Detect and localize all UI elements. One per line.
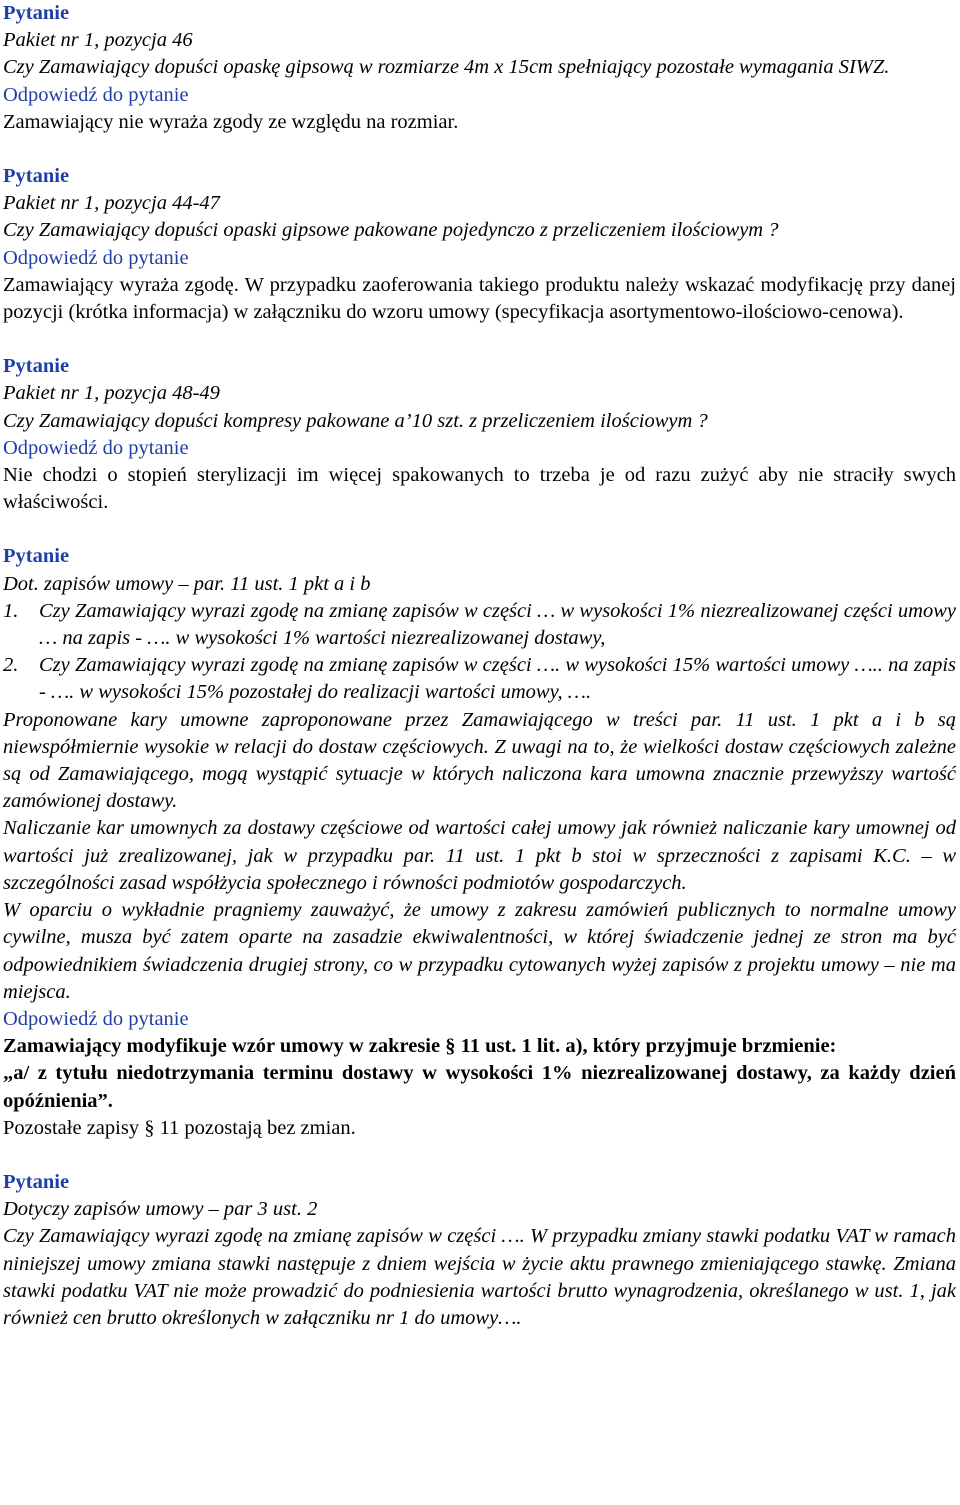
answer-text: Zamawiający nie wyraża zgody ze względu na rozmiar. [3,110,459,133]
numbered-item-1 [3,598,956,652]
answer-text: Pozostałe zapisy § 11 pozostają bez zmian. [3,1116,356,1139]
question-heading: Pytanie [3,545,70,568]
question-block-1 [3,0,956,136]
item-text: Czy Zamawiający wyrazi zgodę na zmianę zapisów w części … w wysokości 1% niezrealizowanej części umowy … na zapis - …. w wysokości 1% wartości niezrealizowanej dostawy, [39,599,956,650]
answer-heading: Odpowiedź do pytanie [3,436,189,459]
question-reference: Dot. zapisów umowy – par. 11 ust. 1 pkt a i b [3,572,371,595]
question-block-5 [3,1169,956,1332]
item-number: 2. [3,654,19,677]
question-reference: Pakiet nr 1, pozycja 48-49 [3,382,220,405]
question-heading: Pytanie [3,355,70,378]
question-text: Czy Zamawiający wyrazi zgodę na zmianę zapisów w części …. W przypadku zmiany stawki podatku VAT w ramach niniejszej umowy zmiana stawki następuje z dniem wejścia w życie aktu prawnego zmieniającego stawkę. Zmiana stawki podatku VAT nie może prowadzić do podniesienia wartości brutto wynagrodzenia, określanego w ust. 1, jak również cen brutto określonych w załączniku nr 1 do umowy…. [3,1225,956,1329]
question-reference: Pakiet nr 1, pozycja 44-47 [3,192,220,215]
question-text: Czy Zamawiający dopuści opaski gipsowe pakowane pojedynczo z przeliczeniem ilościowym ? [3,219,779,242]
question-block-2 [3,163,956,326]
question-text: Czy Zamawiający dopuści opaskę gipsową w rozmiarze 4m x 15cm spełniający pozostałe wymagania SIWZ. [3,56,890,79]
answer-heading: Odpowiedź do pytanie [3,246,189,269]
question-block-3 [3,353,956,516]
answer-text: Zamawiający wyraża zgodę. W przypadku zaoferowania takiego produktu należy wskazać modyfikację przy danej pozycji (krótka informacja) w załączniku do wzoru umowy (specyfikacja asortymentowo-ilościowo-cenowa). [3,273,956,324]
question-paragraph: W oparciu o wykładnie pragniemy zauważyć, że umowy z zakresu zamówień publicznych to normalne umowy cywilne, musza być zatem oparte na zasadzie ekwiwalentności, w której świadczenie jednej ze stron ma być odpowiednikiem świadczenia drugiej strony, co w przypadku cytowanych wyżej zapisów z projektu umowy – nie ma miejsca. [3,899,956,1003]
question-reference: Pakiet nr 1, pozycja 46 [3,29,193,52]
question-heading: Pytanie [3,2,70,24]
item-text: Czy Zamawiający wyrazi zgodę na zmianę zapisów w części …. w wysokości 15% wartości umowy ….. na zapis - …. w wysokości 15% pozostałej do realizacji wartości umowy, …. [39,654,956,704]
item-number: 1. [3,599,19,622]
question-block-4 [3,543,956,1141]
answer-quoted-clause: „a/ z tytułu niedotrzymania terminu dostawy w wysokości 1% niezrealizowanej dostawy, za każdy dzień opóźnienia”. [3,1062,956,1112]
question-reference: Dotyczy zapisów umowy – par 3 ust. 2 [3,1198,318,1221]
question-paragraph: Naliczanie kar umownych za dostawy częściowe od wartości całej umowy jak również naliczanie kary umownej od wartości już zrealizowanej, jak w przypadku par. 11 ust. 1 pkt b stoi w sprzeczności z zapisami K.C. – w szczególności zasad współżycia społecznego i równości podmiotów gospodarczych. [3,817,956,894]
question-heading: Pytanie [3,165,70,188]
answer-heading: Odpowiedź do pytanie [3,83,189,106]
answer-text: Nie chodzi o stopień sterylizacji im więcej spakowanych to trzeba je od razu zużyć aby nie straciły swych właściwości. [3,464,956,514]
question-text: Czy Zamawiający dopuści kompresy pakowane a’10 szt. z przeliczeniem ilościowym ? [3,409,708,432]
question-paragraph: Proponowane kary umowne zaproponowane przez Zamawiającego w treści par. 11 ust. 1 pkt a i b są niewspółmiernie wysokie w relacji do dostaw częściowych. Z uwagi na to, że wielkości dostaw częściowych zależne są od Zamawiającego, mogą wystąpić sytuacje w których naliczona kara umowna znacznie przewyższy wartość zamówionej dostawy. [3,708,956,813]
question-heading: Pytanie [3,1170,70,1193]
answer-heading: Odpowiedź do pytanie [3,1007,189,1030]
numbered-item-2 [3,652,956,706]
answer-text-bold: Zamawiający modyfikuje wzór umowy w zakresie § 11 ust. 1 lit. a), który przyjmuje brzmienie: [3,1035,837,1058]
